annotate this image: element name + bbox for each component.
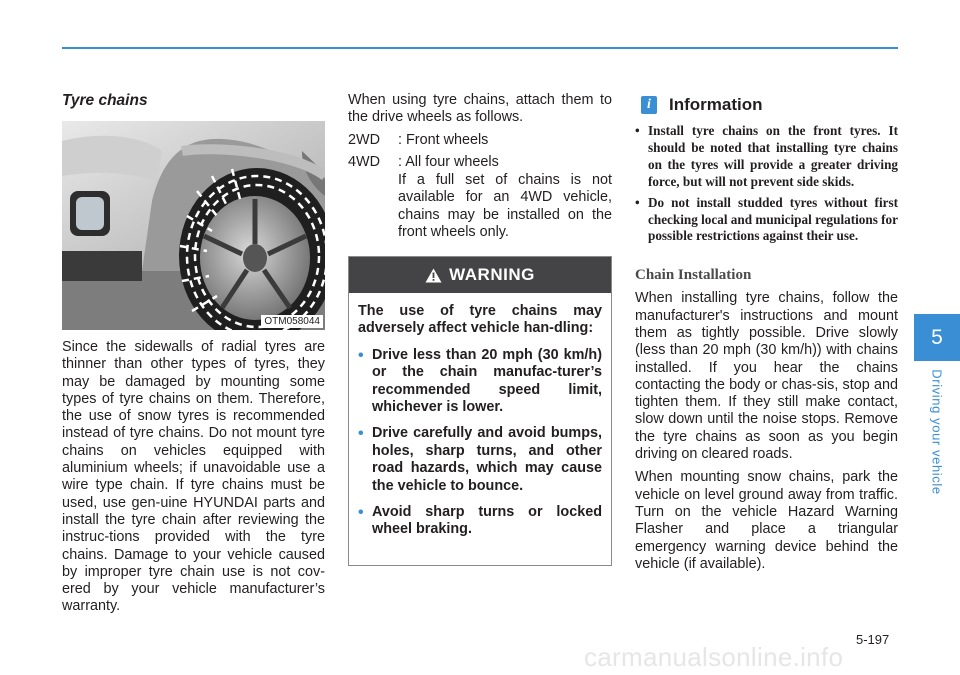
info-icon: i <box>641 96 657 114</box>
warning-body <box>349 293 611 539</box>
warning-triangle-icon <box>425 268 442 283</box>
warning-bullet-text: Drive carefully and avoid bumps, holes, sharp turns, and other road hazards, which may cause the vehicle to bounce. <box>372 425 602 494</box>
information-item-text: Install tyre chains on the front tyres. It should be noted that installing tyre chains on the tyres will provide a greater driving force, but will not prevent side skids. <box>648 123 898 189</box>
warning-intro: The use of tyre chains may adversely affect vehicle han-dling: <box>358 303 602 337</box>
information-item-text: Do not install studded tyres without first checking local and municipal regulations for possible restrictions against their use. <box>648 194 898 244</box>
warning-title: WARNING <box>449 265 535 284</box>
warning-bullet <box>358 425 602 495</box>
chapter-tab: 5 <box>914 314 960 361</box>
bullet-dot-icon: • <box>358 504 364 522</box>
figure-code: OTM058044 <box>261 315 323 328</box>
drive-value: : Front wheels <box>398 131 489 148</box>
page-number: 5-197 <box>856 632 890 647</box>
information-title: Information <box>669 95 763 114</box>
4wd-note: If a full set of chains is not available for an 4WD vehicle, chains may be installed on the front wheels only. <box>398 172 612 241</box>
left-paragraph: Since the sidewalls of radial tyres are thinner than other types of tyres, they may be damaged by mounting some types of tyre chains on them. Therefore, the use of snow tyres is recommended instead of tyre chains. Do not mount tyre chains on vehicles equipped with aluminium wheels; if unavoidable use a wire type chain. If tyre chains must be used, use gen-uine HYUNDAI parts and install the tyre chain after reviewing the instruc-tions provided with the tyre chains. Damage to your vehicle caused by improper tyre chain use is not cov-ered by your vehicle manufacturer’s warranty. <box>62 339 325 615</box>
information-column <box>635 95 898 573</box>
watermark: carmanualsonline.info <box>584 642 844 672</box>
information-list <box>635 123 898 245</box>
drive-wheels-intro: When using tyre chains, attach them to the drive wheels as follows. <box>348 92 612 126</box>
warning-bullet <box>358 347 602 417</box>
bullet-dot-icon: • <box>635 123 640 138</box>
warning-bullet-text: Avoid sharp turns or locked wheel braking. <box>372 504 602 538</box>
top-rule <box>62 47 898 49</box>
chapter-label: Driving your vehicle <box>929 369 945 495</box>
drive-wheels-column <box>348 92 612 241</box>
drive-value: : All four wheels <box>398 153 499 170</box>
drive-key: 2WD <box>348 131 380 148</box>
chain-installation-paragraph: When mounting snow chains, park the vehicle on level ground away from traffic. Turn on the vehicle Hazard Warning Flasher and place a triangular emergency warning device behind the vehicle (if available). <box>635 469 898 572</box>
bullet-dot-icon: • <box>635 194 640 210</box>
warning-header <box>349 257 611 293</box>
information-item <box>635 195 898 246</box>
warning-bullet-text: Drive less than 20 mph (30 km/h) or the chain manufac-turer’s recommended speed limit, whichever is lower. <box>372 346 602 416</box>
information-item <box>635 123 898 191</box>
warning-box <box>348 256 612 566</box>
bullet-dot-icon: • <box>358 346 364 364</box>
chain-installation-heading: Chain Installation <box>635 267 752 284</box>
drive-row-2wd <box>348 132 612 149</box>
chain-installation-paragraph: When installing tyre chains, follow the manufacturer's instructions and mount them as tightly possible. Drive slowly (less than 20 mph (30 km/h)) with chains installed. If you hear the chains contacting the body or chas-sis, stop and tighten them. If they still make contact, slow down until the noise stops. Remove the tyre chains as soon as you begin driving on cleared roads. <box>635 290 898 463</box>
information-header <box>635 95 898 115</box>
tyre-chain-figure <box>62 121 325 330</box>
drive-key: 4WD <box>348 153 380 170</box>
tyre-chain-illustration <box>62 121 325 330</box>
section-title: Tyre chains <box>62 92 148 109</box>
warning-bullet <box>358 504 602 539</box>
drive-row-4wd <box>348 154 612 171</box>
bullet-dot-icon: • <box>358 425 364 443</box>
